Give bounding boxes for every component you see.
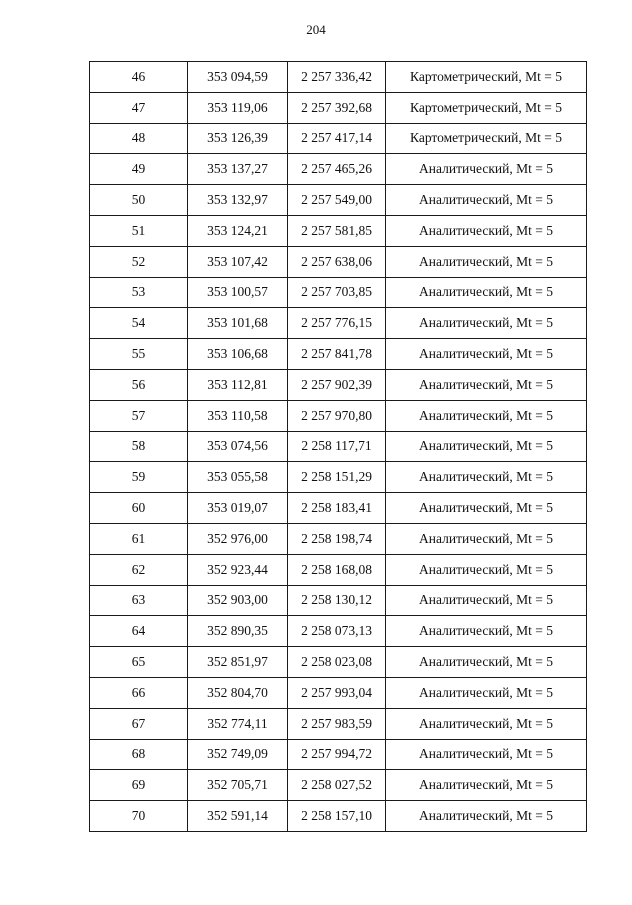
method-cell: Аналитический, Mt = 5 xyxy=(386,154,587,185)
coordinates-table xyxy=(89,61,587,832)
method-cell: Аналитический, Mt = 5 xyxy=(386,739,587,770)
table-row xyxy=(90,369,587,400)
table-row xyxy=(90,462,587,493)
point-number-cell: 54 xyxy=(90,308,188,339)
y-coordinate-cell: 2 257 638,06 xyxy=(288,246,386,277)
y-coordinate-cell: 2 257 336,42 xyxy=(288,62,386,93)
x-coordinate-cell: 353 055,58 xyxy=(188,462,288,493)
x-coordinate-cell: 352 774,11 xyxy=(188,708,288,739)
table-row xyxy=(90,308,587,339)
x-coordinate-cell: 353 107,42 xyxy=(188,246,288,277)
method-cell: Аналитический, Mt = 5 xyxy=(386,277,587,308)
x-coordinate-cell: 353 137,27 xyxy=(188,154,288,185)
y-coordinate-cell: 2 258 023,08 xyxy=(288,647,386,678)
x-coordinate-cell: 352 890,35 xyxy=(188,616,288,647)
point-number-cell: 58 xyxy=(90,431,188,462)
point-number-cell: 49 xyxy=(90,154,188,185)
method-cell: Аналитический, Mt = 5 xyxy=(386,400,587,431)
method-cell: Аналитический, Mt = 5 xyxy=(386,308,587,339)
point-number-cell: 56 xyxy=(90,369,188,400)
point-number-cell: 69 xyxy=(90,770,188,801)
table-row xyxy=(90,400,587,431)
point-number-cell: 53 xyxy=(90,277,188,308)
x-coordinate-cell: 353 112,81 xyxy=(188,369,288,400)
table-row xyxy=(90,801,587,832)
method-cell: Аналитический, Mt = 5 xyxy=(386,647,587,678)
method-cell: Аналитический, Mt = 5 xyxy=(386,215,587,246)
x-coordinate-cell: 353 074,56 xyxy=(188,431,288,462)
table-row xyxy=(90,246,587,277)
point-number-cell: 55 xyxy=(90,339,188,370)
x-coordinate-cell: 352 923,44 xyxy=(188,554,288,585)
method-cell: Аналитический, Mt = 5 xyxy=(386,369,587,400)
table-row xyxy=(90,123,587,154)
x-coordinate-cell: 353 106,68 xyxy=(188,339,288,370)
x-coordinate-cell: 353 124,21 xyxy=(188,215,288,246)
y-coordinate-cell: 2 257 994,72 xyxy=(288,739,386,770)
y-coordinate-cell: 2 258 117,71 xyxy=(288,431,386,462)
table-row xyxy=(90,185,587,216)
y-coordinate-cell: 2 257 776,15 xyxy=(288,308,386,339)
table-row xyxy=(90,677,587,708)
point-number-cell: 61 xyxy=(90,523,188,554)
y-coordinate-cell: 2 257 983,59 xyxy=(288,708,386,739)
x-coordinate-cell: 352 591,14 xyxy=(188,801,288,832)
x-coordinate-cell: 353 094,59 xyxy=(188,62,288,93)
method-cell: Аналитический, Mt = 5 xyxy=(386,616,587,647)
point-number-cell: 48 xyxy=(90,123,188,154)
table-row xyxy=(90,554,587,585)
y-coordinate-cell: 2 258 198,74 xyxy=(288,523,386,554)
method-cell: Аналитический, Mt = 5 xyxy=(386,801,587,832)
table-row xyxy=(90,431,587,462)
table-row xyxy=(90,92,587,123)
table-row xyxy=(90,277,587,308)
y-coordinate-cell: 2 258 151,29 xyxy=(288,462,386,493)
x-coordinate-cell: 353 132,97 xyxy=(188,185,288,216)
point-number-cell: 46 xyxy=(90,62,188,93)
point-number-cell: 65 xyxy=(90,647,188,678)
method-cell: Аналитический, Mt = 5 xyxy=(386,585,587,616)
point-number-cell: 60 xyxy=(90,493,188,524)
x-coordinate-cell: 352 851,97 xyxy=(188,647,288,678)
x-coordinate-cell: 353 101,68 xyxy=(188,308,288,339)
y-coordinate-cell: 2 258 130,12 xyxy=(288,585,386,616)
x-coordinate-cell: 352 705,71 xyxy=(188,770,288,801)
y-coordinate-cell: 2 257 549,00 xyxy=(288,185,386,216)
y-coordinate-cell: 2 257 392,68 xyxy=(288,92,386,123)
point-number-cell: 64 xyxy=(90,616,188,647)
y-coordinate-cell: 2 258 168,08 xyxy=(288,554,386,585)
method-cell: Картометрический, Mt = 5 xyxy=(386,92,587,123)
y-coordinate-cell: 2 258 027,52 xyxy=(288,770,386,801)
method-cell: Аналитический, Mt = 5 xyxy=(386,462,587,493)
table-row xyxy=(90,708,587,739)
y-coordinate-cell: 2 257 902,39 xyxy=(288,369,386,400)
x-coordinate-cell: 352 903,00 xyxy=(188,585,288,616)
method-cell: Картометрический, Mt = 5 xyxy=(386,123,587,154)
x-coordinate-cell: 352 804,70 xyxy=(188,677,288,708)
point-number-cell: 47 xyxy=(90,92,188,123)
point-number-cell: 57 xyxy=(90,400,188,431)
page-number: 204 xyxy=(306,22,326,37)
table-row xyxy=(90,493,587,524)
method-cell: Аналитический, Mt = 5 xyxy=(386,431,587,462)
point-number-cell: 67 xyxy=(90,708,188,739)
point-number-cell: 70 xyxy=(90,801,188,832)
table-row xyxy=(90,585,587,616)
y-coordinate-cell: 2 257 417,14 xyxy=(288,123,386,154)
method-cell: Аналитический, Mt = 5 xyxy=(386,246,587,277)
point-number-cell: 66 xyxy=(90,677,188,708)
table-row xyxy=(90,339,587,370)
x-coordinate-cell: 353 110,58 xyxy=(188,400,288,431)
y-coordinate-cell: 2 257 465,26 xyxy=(288,154,386,185)
y-coordinate-cell: 2 258 157,10 xyxy=(288,801,386,832)
point-number-cell: 62 xyxy=(90,554,188,585)
method-cell: Аналитический, Mt = 5 xyxy=(386,493,587,524)
y-coordinate-cell: 2 257 970,80 xyxy=(288,400,386,431)
y-coordinate-cell: 2 257 841,78 xyxy=(288,339,386,370)
method-cell: Аналитический, Mt = 5 xyxy=(386,708,587,739)
x-coordinate-cell: 353 019,07 xyxy=(188,493,288,524)
table-row xyxy=(90,739,587,770)
x-coordinate-cell: 352 976,00 xyxy=(188,523,288,554)
x-coordinate-cell: 352 749,09 xyxy=(188,739,288,770)
method-cell: Аналитический, Mt = 5 xyxy=(386,185,587,216)
point-number-cell: 59 xyxy=(90,462,188,493)
table-row xyxy=(90,770,587,801)
y-coordinate-cell: 2 257 993,04 xyxy=(288,677,386,708)
x-coordinate-cell: 353 126,39 xyxy=(188,123,288,154)
table-row xyxy=(90,616,587,647)
method-cell: Аналитический, Mt = 5 xyxy=(386,677,587,708)
point-number-cell: 63 xyxy=(90,585,188,616)
table-row xyxy=(90,154,587,185)
y-coordinate-cell: 2 258 183,41 xyxy=(288,493,386,524)
point-number-cell: 52 xyxy=(90,246,188,277)
table-row xyxy=(90,647,587,678)
method-cell: Аналитический, Mt = 5 xyxy=(386,339,587,370)
table-row xyxy=(90,215,587,246)
table-row xyxy=(90,62,587,93)
y-coordinate-cell: 2 257 581,85 xyxy=(288,215,386,246)
x-coordinate-cell: 353 100,57 xyxy=(188,277,288,308)
point-number-cell: 50 xyxy=(90,185,188,216)
point-number-cell: 51 xyxy=(90,215,188,246)
y-coordinate-cell: 2 258 073,13 xyxy=(288,616,386,647)
y-coordinate-cell: 2 257 703,85 xyxy=(288,277,386,308)
point-number-cell: 68 xyxy=(90,739,188,770)
x-coordinate-cell: 353 119,06 xyxy=(188,92,288,123)
method-cell: Картометрический, Mt = 5 xyxy=(386,62,587,93)
method-cell: Аналитический, Mt = 5 xyxy=(386,554,587,585)
method-cell: Аналитический, Mt = 5 xyxy=(386,523,587,554)
coordinates-table-body xyxy=(90,62,587,832)
table-row xyxy=(90,523,587,554)
method-cell: Аналитический, Mt = 5 xyxy=(386,770,587,801)
